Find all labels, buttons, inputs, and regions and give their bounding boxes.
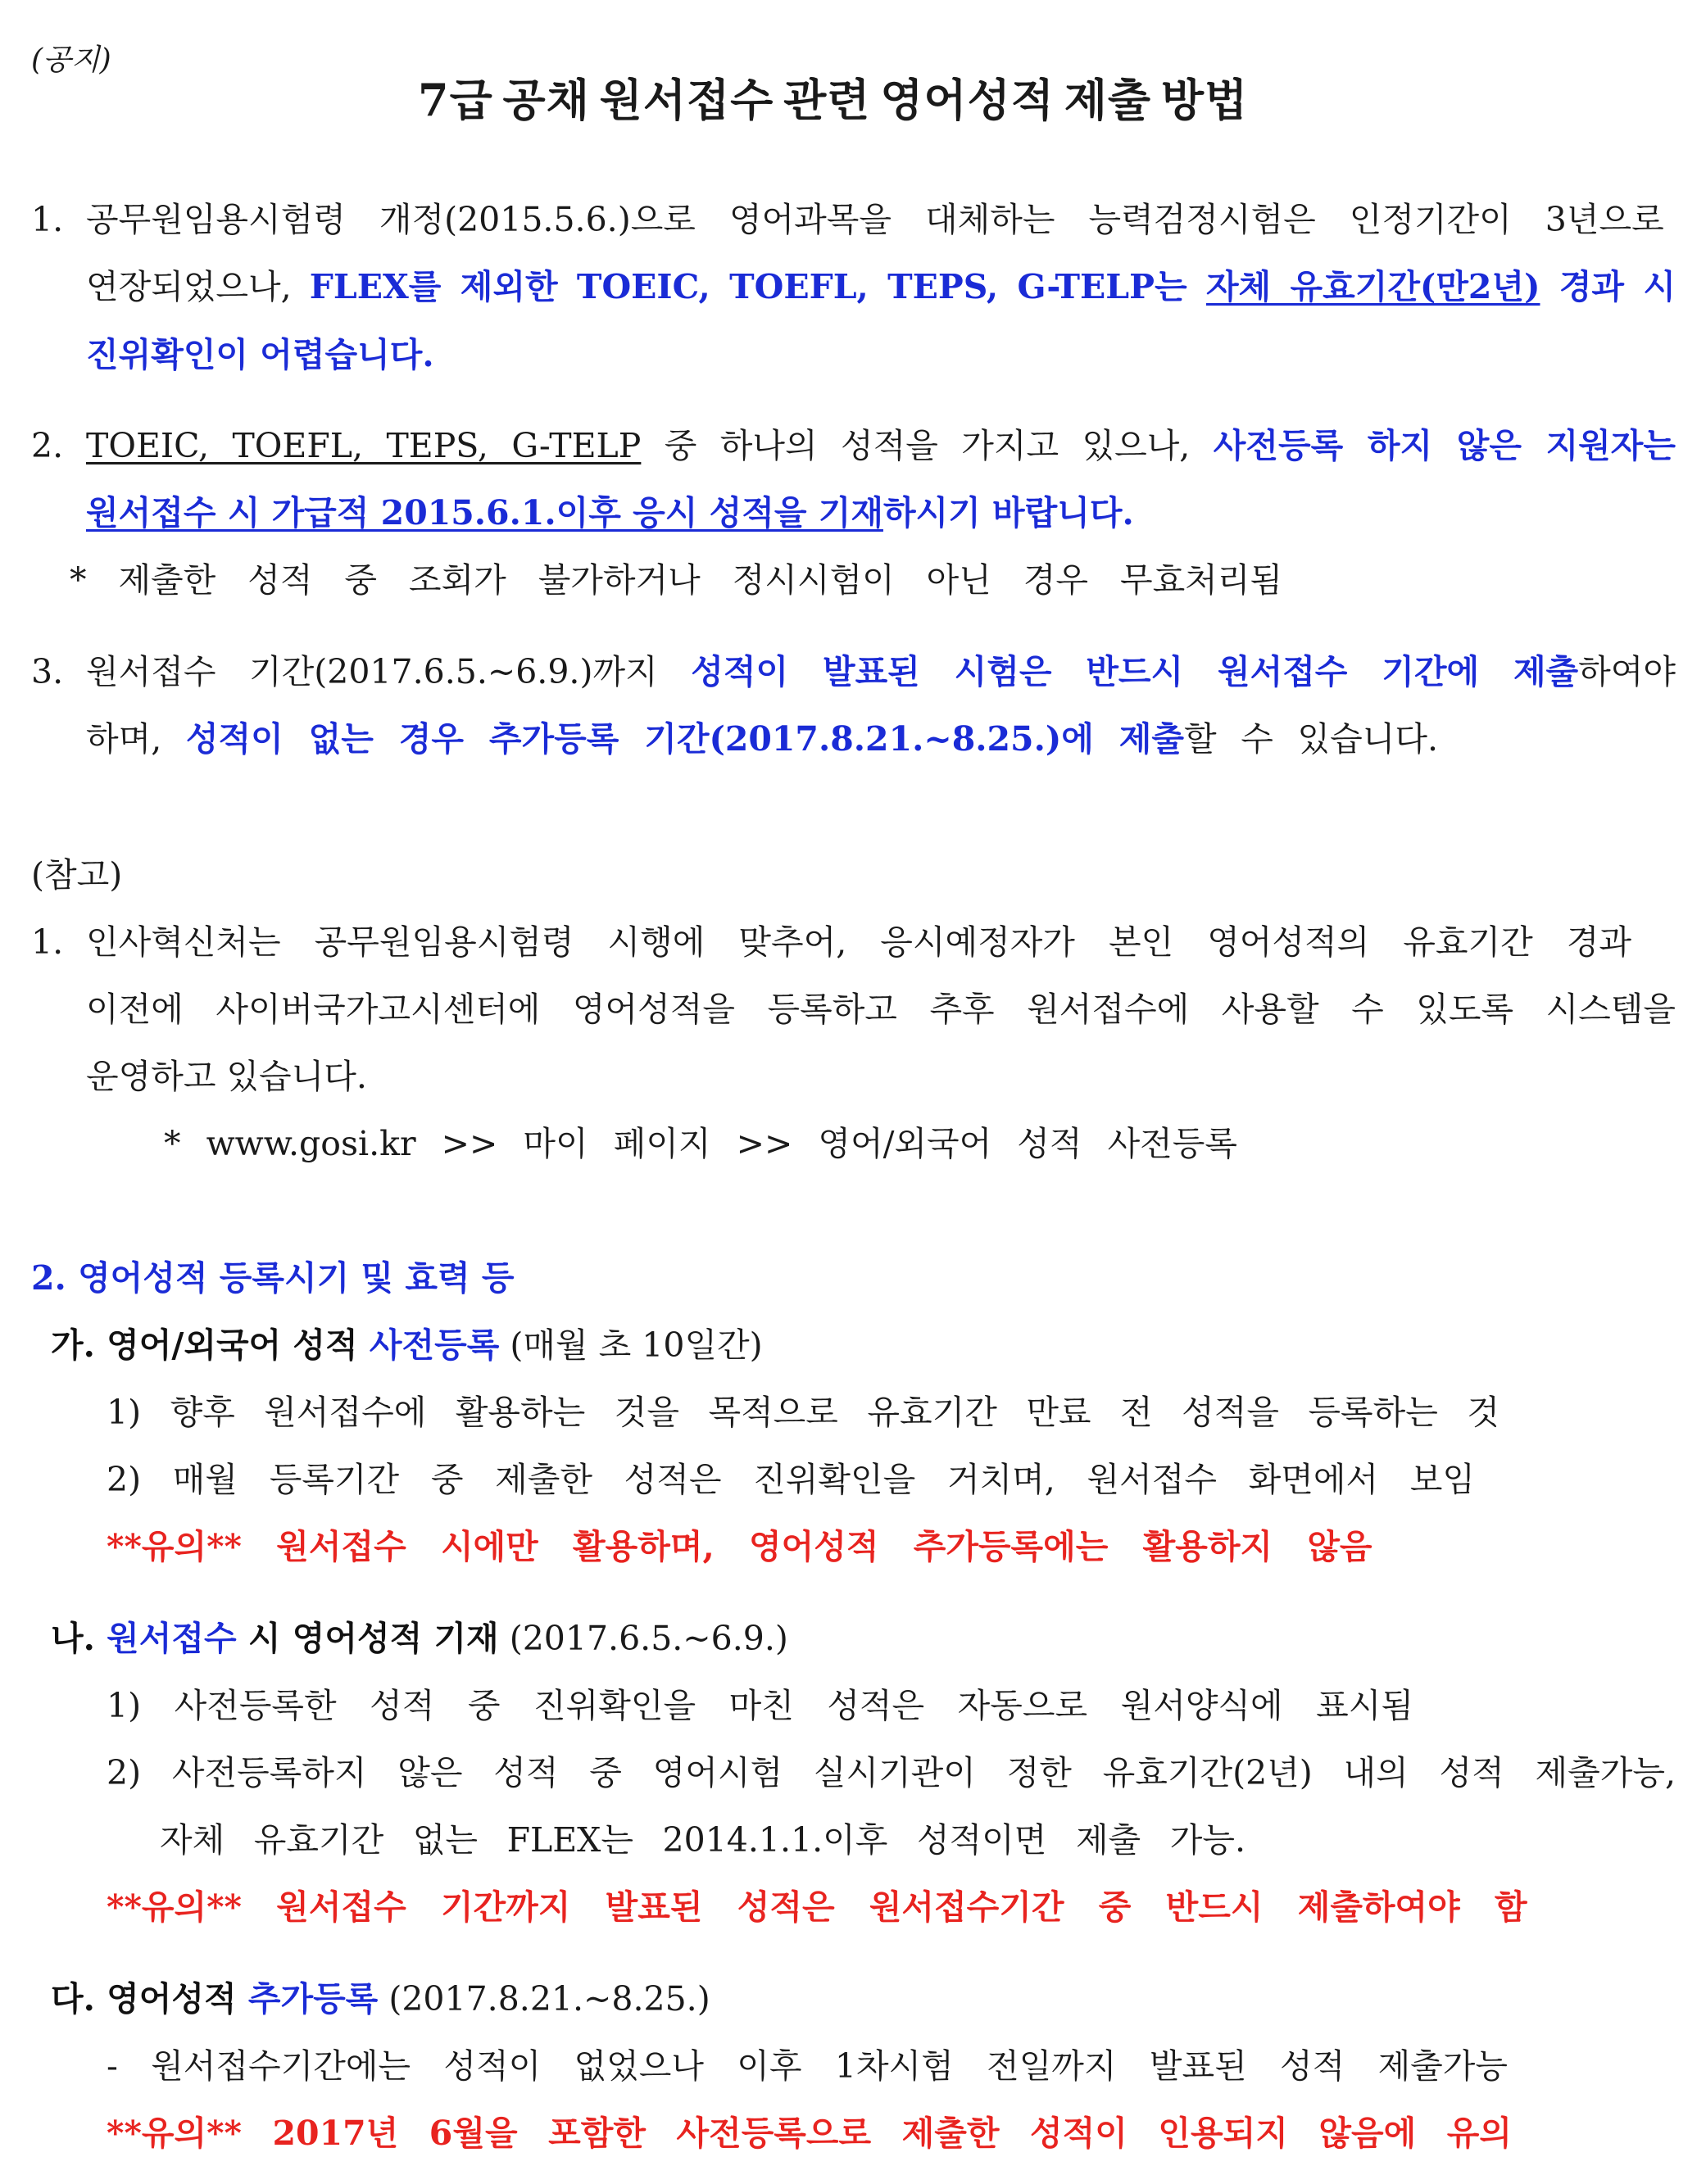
reference-label: (참고) — [31, 855, 123, 895]
pre-registration-label: 사전등록 — [369, 1325, 500, 1365]
subsection-na-item-1: 1) 사전등록한 성적 중 진위확인을 마친 성적은 자동으로 원서양식에 표시됨 — [107, 1686, 1413, 1725]
subsection-na-heading — [51, 1619, 788, 1658]
application-label: 원서접수 — [107, 1619, 237, 1658]
notice-item-2-underlined-highlight: 원서접수 시 가급적 2015.6.1.이후 응시 성적을 기재 — [86, 493, 883, 532]
notice-item-3-line-2-text: 하며, — [86, 719, 186, 759]
subsection-da-item-1: - 원서접수기간에는 성적이 없었으나 이후 1차시험 전일까지 발표된 성적 제출가능 — [107, 2046, 1508, 2086]
reference-item-1-line-1: 인사혁신처는 공무원임용시험령 시행에 맞추어, 응시예정자가 본인 영어성적의 유효기간 경과 — [86, 922, 1631, 962]
subsection-ga-heading — [51, 1325, 763, 1365]
subsection-na-period: (2017.6.5.~6.9.) — [498, 1619, 788, 1658]
gosi-path-note: * www.gosi.kr >> 마이 페이지 >> 영어/외국어 성적 사전등록 — [164, 1124, 1237, 1163]
notice-item-1-text: 연장되었으나, — [86, 267, 310, 306]
notice-item-3-line-2 — [86, 719, 1438, 759]
notice-item-1-highlight: FLEX를 제외한 TOEIC, TOEFL, TEPS, G-TELP는 — [309, 267, 1206, 306]
notice-item-2-line-2 — [86, 493, 1134, 532]
notice-item-1-line-3: 진위확인이 어렵습니다. — [86, 335, 434, 374]
notice-item-3-text-end: 하여야 — [1578, 652, 1676, 691]
notice-item-2-highlight: 사전등록 하지 않은 지원자는 — [1213, 426, 1676, 465]
subsection-da-period: (2017.8.21.~8.25.) — [378, 1979, 710, 2019]
page-title: 7급 공채 원서접수 관련 영어성적 제출 방법 — [418, 74, 1249, 126]
additional-registration-label: 추가등록 — [247, 1979, 379, 2019]
subsection-na-item-2-line-2: 자체 유효기간 없는 FLEX는 2014.1.1.이후 성적이면 제출 가능. — [160, 1820, 1245, 1860]
notice-item-3-text: 원서접수 기간(2017.6.5.~6.9.)까지 — [86, 652, 692, 691]
subsection-ga-label: 가. 영어/외국어 성적 — [51, 1325, 370, 1365]
subsection-ga-period: (매월 초 10일간) — [499, 1325, 763, 1365]
subsection-na-prefix: 나. — [51, 1619, 107, 1658]
subsection-ga-item-1: 1) 향후 원서접수에 활용하는 것을 목적으로 유효기간 만료 전 성적을 등록하는 것 — [107, 1393, 1500, 1432]
notice-item-2-line-1 — [86, 426, 1676, 465]
subsection-na-label: 시 영어성적 기재 — [236, 1619, 499, 1658]
reference-item-1-number: 1. — [31, 922, 64, 962]
notice-item-1-line-1: 공무원임용시험령 개정(2015.5.6.)으로 영어과목을 대체하는 능력검정시험은 인정기간이 3년으로 — [86, 200, 1664, 239]
test-list-text: TOEIC, TOEFL, TEPS, G-TELP — [86, 426, 642, 465]
notice-item-1-number: 1. — [31, 200, 64, 239]
subsection-da-heading — [51, 1979, 710, 2019]
notice-item-3-line-2-highlight: 성적이 없는 경우 추가등록 기간(2017.8.21.~8.25.)에 제출 — [185, 719, 1184, 759]
notice-item-3-line-2-end: 할 수 있습니다. — [1183, 719, 1438, 759]
reference-item-2-heading: 2. 영어성적 등록시기 및 효력 등 — [31, 1258, 515, 1298]
subsection-da-label: 다. 영어성적 — [51, 1979, 248, 2019]
notice-item-3-highlight: 성적이 발표된 시험은 반드시 원서접수 기간에 제출 — [691, 652, 1579, 691]
notice-label: (공지) — [31, 43, 111, 77]
notice-item-1-line-2 — [86, 267, 1676, 306]
subsection-na-item-2-line-1: 2) 사전등록하지 않은 성적 중 영어시험 실시기관이 정한 유효기간(2년) 내의 성적 제출가능, — [107, 1753, 1676, 1792]
notice-item-2-highlight-end: 하시기 바랍니다. — [882, 493, 1134, 532]
subsection-da-warning: **유의** 2017년 6월을 포함한 사전등록으로 제출한 성적이 인용되지 않음에 유의 — [107, 2114, 1512, 2153]
reference-item-1-line-3: 운영하고 있습니다. — [86, 1057, 367, 1096]
notice-item-2-note: * 제출한 성적 중 조회가 불가하거나 정시시험이 아닌 경우 무효처리됨 — [70, 560, 1282, 600]
notice-item-2-number: 2. — [31, 426, 64, 465]
subsection-ga-warning: **유의** 원서접수 시에만 활용하며, 영어성적 추가등록에는 활용하지 않음 — [107, 1527, 1373, 1566]
validity-period-text: 자체 유효기간(만2년) — [1205, 267, 1540, 306]
subsection-ga-item-2: 2) 매월 등록기간 중 제출한 성적은 진위확인을 거치며, 원서접수 화면에서 보임 — [107, 1460, 1475, 1499]
notice-item-2-text: 중 하나의 성적을 가지고 있으나, — [641, 426, 1214, 465]
notice-item-3-line-1 — [86, 652, 1676, 691]
reference-item-1-line-2: 이전에 사이버국가고시센터에 영어성적을 등록하고 추후 원서접수에 사용할 수 있도록 시스템을 — [86, 990, 1676, 1029]
subsection-na-warning: **유의** 원서접수 기간까지 발표된 성적은 원서접수기간 중 반드시 제출하여야 함 — [107, 1887, 1527, 1927]
notice-item-1-highlight-end: 경과 시 — [1540, 267, 1676, 306]
notice-item-3-number: 3. — [31, 652, 64, 691]
